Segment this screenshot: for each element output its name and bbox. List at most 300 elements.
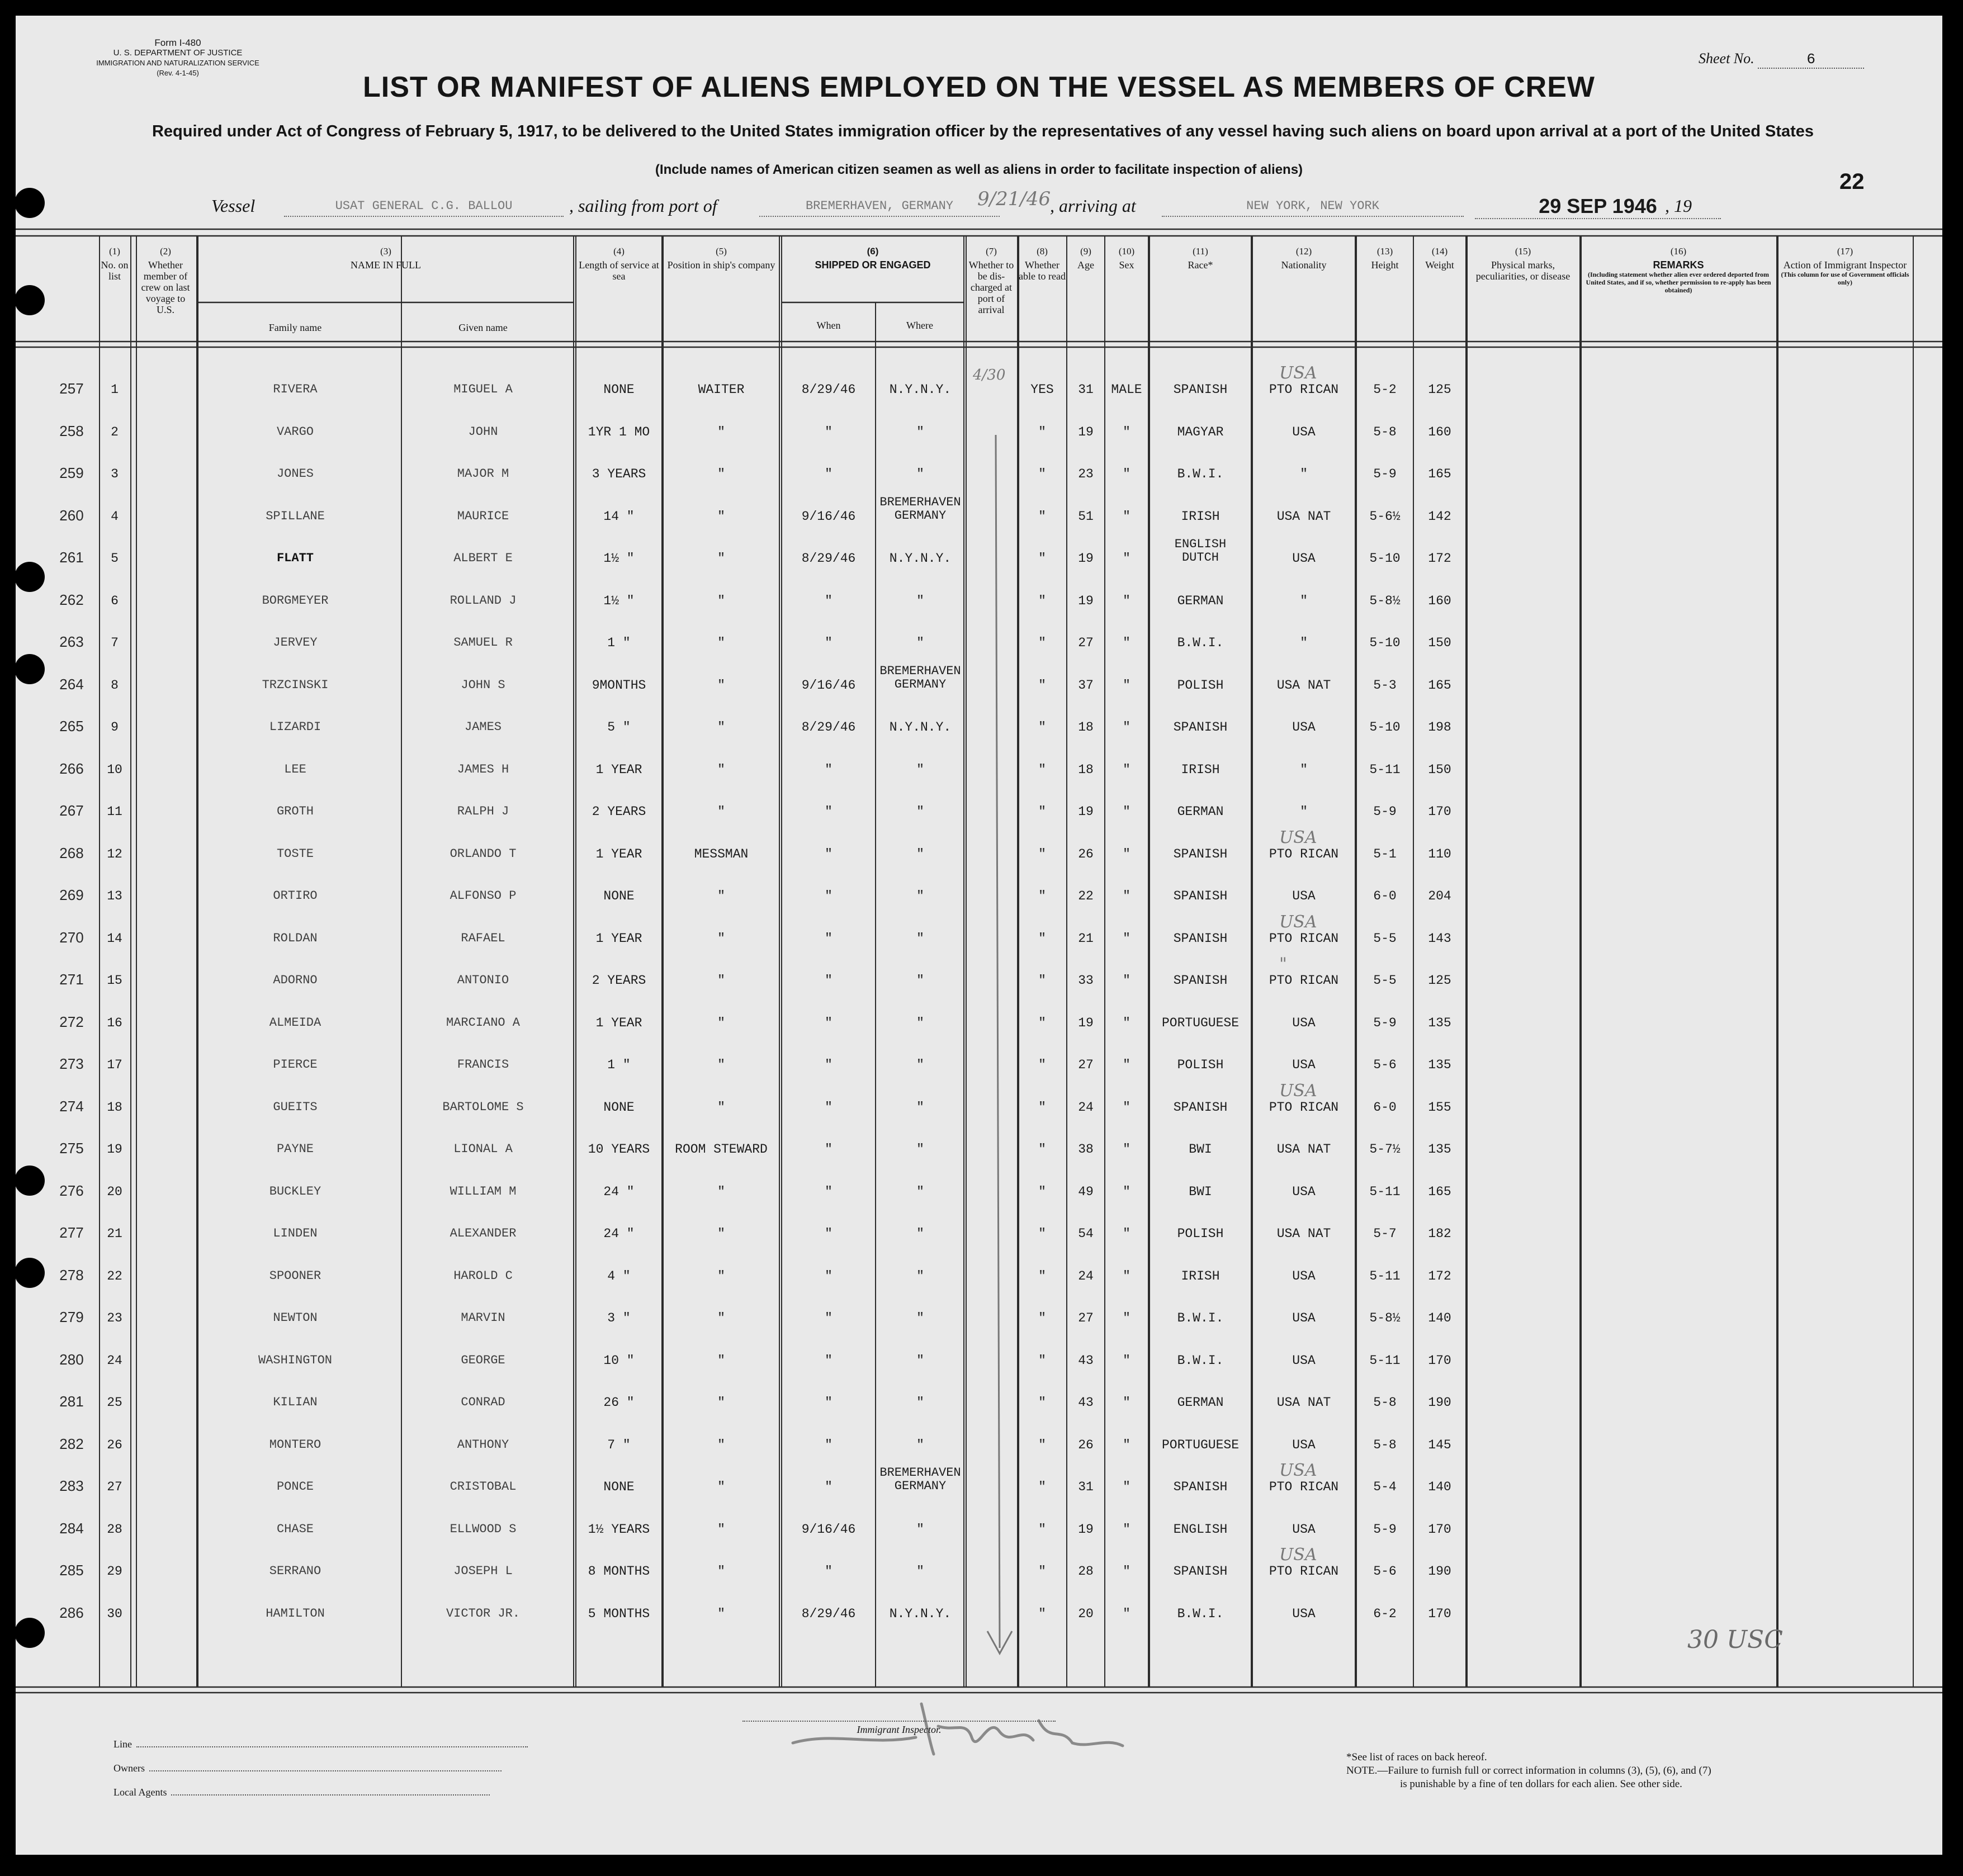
cell-when: " [825, 1226, 832, 1241]
nationality-handwritten: USA [1279, 1545, 1317, 1565]
cell-read: " [1038, 424, 1046, 439]
cell-given: SAMUEL R [453, 636, 513, 650]
cell-race: POLISH [1177, 1226, 1224, 1241]
cell-read: " [1038, 593, 1046, 608]
cell-height: 5-1 [1373, 846, 1397, 861]
cell-race: ENGLISH [1173, 1522, 1228, 1537]
cell-position: " [717, 804, 725, 819]
nationality-handwritten: USA [1279, 363, 1317, 383]
cell-position: ROOM STEWARD [675, 1142, 768, 1157]
cell-when: " [825, 846, 832, 861]
cell-race: B.W.I. [1177, 1606, 1224, 1621]
cell-age: 43 [1078, 1353, 1094, 1368]
nationality-handwritten: USA [1279, 1081, 1317, 1101]
cell-read: " [1038, 1100, 1046, 1115]
cell-read: " [1038, 551, 1046, 566]
cell-family: PIERCE [273, 1058, 318, 1072]
cell-nat: " [1300, 636, 1308, 650]
cell-age: 22 [1078, 889, 1094, 903]
line-reference-number: 285 [59, 1562, 84, 1579]
cell-sex: " [1123, 720, 1131, 735]
cell-read: " [1038, 762, 1046, 777]
cell-where: BREMERHAVEN GERMANY [879, 495, 961, 523]
cell-where: " [916, 931, 924, 946]
nationality-handwritten: USA [1279, 827, 1317, 847]
cell-weight: 110 [1428, 846, 1451, 861]
cell-no: 16 [107, 1015, 122, 1030]
cell-no: 18 [107, 1100, 122, 1115]
cell-weight: 182 [1428, 1226, 1451, 1241]
cell-position: WAITER [698, 382, 745, 397]
page-number: 22 [1839, 169, 1865, 194]
cell-when: " [825, 424, 832, 439]
cell-weight: 170 [1428, 1606, 1451, 1621]
cell-age: 26 [1078, 1437, 1094, 1452]
cell-position: " [717, 1015, 725, 1030]
cell-read: " [1038, 467, 1046, 481]
punch-hole [16, 1166, 45, 1196]
nationality-handwritten: USA [1279, 912, 1317, 932]
cell-weight: 155 [1428, 1100, 1451, 1115]
cell-age: 43 [1078, 1395, 1094, 1410]
cell-height: 5-6 [1373, 1564, 1397, 1579]
cell-when: " [825, 931, 832, 946]
cell-race: SPANISH [1173, 889, 1228, 903]
cell-sex: " [1123, 1226, 1131, 1241]
cell-height: 6-0 [1373, 889, 1397, 903]
line-reference-number: 260 [59, 506, 84, 524]
cell-height: 6-2 [1373, 1606, 1397, 1621]
cell-where: BREMERHAVEN GERMANY [879, 664, 961, 691]
cell-where: " [916, 1311, 924, 1325]
cell-age: 19 [1078, 1015, 1094, 1030]
cell-service: 8 MONTHS [588, 1564, 650, 1579]
cell-given: ALEXANDER [450, 1226, 517, 1240]
cell-sex: " [1123, 1395, 1131, 1410]
cell-age: 20 [1078, 1606, 1094, 1621]
cell-race: PORTUGUESE [1161, 1015, 1240, 1030]
line-reference-number: 270 [59, 928, 84, 946]
cell-read: " [1038, 1226, 1046, 1241]
cell-given: VICTOR JR. [446, 1606, 521, 1621]
punch-hole [16, 188, 45, 218]
cell-read: " [1038, 678, 1046, 693]
cell-no: 9 [111, 720, 119, 735]
cell-family: SPILLANE [266, 509, 325, 523]
line-reference-number: 269 [59, 887, 84, 903]
cell-age: 19 [1078, 551, 1094, 566]
col9-header: (9) Age [1077, 246, 1094, 271]
line-reference-number: 265 [59, 718, 84, 735]
cell-family: MONTERO [269, 1437, 321, 1452]
cell-race: SPANISH [1173, 1564, 1228, 1579]
cell-age: 37 [1078, 678, 1094, 693]
cell-given: HAROLD C [453, 1268, 513, 1283]
cell-weight: 165 [1428, 678, 1451, 693]
discharge-handwritten: 4/30 [973, 367, 1006, 383]
cell-family: PONCE [276, 1480, 314, 1494]
cell-nat: USA [1292, 1311, 1316, 1325]
cell-given: BARTOLOME S [442, 1100, 524, 1114]
cell-nat: USA [1292, 1522, 1316, 1537]
discharge-arrow [996, 435, 1000, 1648]
cell-age: 54 [1078, 1226, 1094, 1241]
cell-family: ROLDAN [273, 931, 318, 945]
cell-given: ROLLAND J [450, 593, 517, 608]
cell-weight: 140 [1428, 1311, 1451, 1325]
cell-age: 27 [1078, 636, 1094, 650]
line-reference-number: 267 [59, 802, 84, 819]
cell-when: " [825, 1437, 832, 1452]
cell-given: CRISTOBAL [450, 1480, 517, 1494]
cell-age: 24 [1078, 1100, 1094, 1115]
cell-service: NONE [603, 1100, 635, 1115]
cell-service: 5 MONTHS [588, 1606, 650, 1621]
cell-weight: 160 [1428, 424, 1451, 439]
cell-given: MAURICE [457, 509, 509, 523]
cell-family: WASHINGTON [258, 1353, 333, 1367]
cell-service: 1 " [607, 636, 631, 650]
cell-service: 4 " [607, 1268, 631, 1283]
cell-service: 3 " [607, 1311, 631, 1325]
cell-nat: PTO RICAN [1269, 1100, 1339, 1115]
cell-race: POLISH [1177, 1058, 1224, 1072]
cell-sex: MALE [1111, 382, 1142, 397]
cell-service: 7 " [607, 1437, 631, 1452]
cell-sex: " [1123, 1353, 1131, 1368]
cell-sex: " [1123, 424, 1131, 439]
cell-given: GEORGE [461, 1353, 505, 1367]
cell-height: 5-8 [1373, 1395, 1397, 1410]
cell-nat: USA NAT [1276, 1142, 1331, 1157]
cell-no: 4 [111, 509, 119, 524]
cell-no: 14 [107, 931, 122, 946]
cell-position: MESSMAN [694, 846, 749, 861]
cell-when: " [825, 1268, 832, 1283]
cell-sex: " [1123, 1268, 1131, 1283]
cell-age: 27 [1078, 1311, 1094, 1325]
cell-where: " [916, 889, 924, 903]
cell-given: ALBERT E [453, 551, 513, 565]
cell-where: " [916, 762, 924, 777]
cell-service: 3 YEARS [592, 467, 646, 481]
col14-header: (14) Weight [1425, 246, 1454, 271]
cell-nat: USA NAT [1276, 678, 1331, 693]
cell-where: N.Y.N.Y. [889, 551, 952, 566]
cell-where: " [916, 1268, 924, 1283]
cell-read: " [1038, 1353, 1046, 1368]
cell-no: 28 [107, 1522, 122, 1537]
cell-family: RIVERA [273, 382, 318, 396]
cell-read: YES [1030, 382, 1054, 397]
cell-sex: " [1123, 551, 1131, 566]
cell-weight: 125 [1428, 973, 1451, 988]
sheet-number-value: 6 [1758, 51, 1864, 69]
cell-position: " [717, 1522, 725, 1537]
cell-height: 5-10 [1369, 636, 1401, 650]
cell-race: IRISH [1181, 1268, 1220, 1283]
cell-where: " [916, 636, 924, 650]
cell-race: BWI [1189, 1142, 1212, 1157]
cell-sex: " [1123, 1015, 1131, 1030]
cell-when: " [825, 593, 832, 608]
col16-header: (16) REMARKS (Including statement whether alien ever ordered deported from United States, and if so, whether permission to re-apply has been obtained) [1586, 246, 1771, 294]
cell-age: 28 [1078, 1564, 1094, 1579]
cell-read: " [1038, 1184, 1046, 1199]
cell-service: 24 " [603, 1226, 635, 1241]
cell-family: ORTIRO [273, 889, 318, 903]
cell-where: " [916, 1353, 924, 1368]
cell-age: 38 [1078, 1142, 1094, 1157]
cell-where: " [916, 1015, 924, 1030]
cell-family: ADORNO [273, 973, 318, 987]
punch-hole [16, 285, 45, 315]
penalty-note-1: NOTE.—Failure to furnish full or correct information in columns (3), (5), (6), and (7) [1346, 1765, 1711, 1776]
cell-weight: 160 [1428, 593, 1451, 608]
given-name-header: Given name [458, 322, 508, 333]
cell-position: " [717, 593, 725, 608]
cell-given: JOHN S [461, 678, 505, 692]
cell-where: " [916, 467, 924, 481]
cell-given: FRANCIS [457, 1058, 509, 1072]
cell-position: " [717, 1395, 725, 1410]
line-reference-number: 281 [59, 1393, 84, 1410]
cell-position: " [717, 1058, 725, 1072]
cell-when: " [825, 1353, 832, 1368]
cell-nat: USA [1292, 1606, 1316, 1621]
punch-hole [16, 562, 45, 592]
cell-sex: " [1123, 1606, 1131, 1621]
line-reference-number: 278 [59, 1266, 84, 1283]
cell-sex: " [1123, 931, 1131, 946]
cell-age: 49 [1078, 1184, 1094, 1199]
cell-where: " [916, 1226, 924, 1241]
cell-height: 5-5 [1373, 931, 1397, 946]
arrival-date-stamp: 29 SEP 1946 [1475, 195, 1721, 219]
cell-when: " [825, 1564, 832, 1579]
cell-no: 11 [107, 804, 122, 819]
cell-read: " [1038, 1058, 1046, 1072]
cell-read: " [1038, 1564, 1046, 1579]
line-reference-number: 280 [59, 1351, 84, 1368]
cell-nat: PTO RICAN [1269, 931, 1339, 946]
cell-position: " [717, 1226, 725, 1241]
cell-service: 10 " [603, 1353, 635, 1368]
punch-hole [16, 654, 45, 684]
cell-position: " [717, 889, 725, 903]
cell-given: JAMES H [457, 762, 509, 776]
cell-race: SPANISH [1173, 1480, 1228, 1494]
total-note-handwritten: 30 USC [1687, 1626, 1783, 1654]
col12-header: (12) Nationality [1281, 246, 1327, 271]
where-header: Where [906, 320, 933, 331]
cell-service: 14 " [603, 509, 635, 524]
line-reference-number: 277 [59, 1224, 84, 1241]
from-date-handwritten: 9/21/46 [977, 188, 1051, 210]
cell-sex: " [1123, 889, 1131, 903]
cell-race: GERMAN [1177, 1395, 1224, 1410]
cell-sex: " [1123, 1480, 1131, 1494]
cell-nat: USA [1292, 1353, 1316, 1368]
cell-nat: PTO RICAN [1269, 382, 1339, 397]
cell-age: 21 [1078, 931, 1094, 946]
cell-weight: 135 [1428, 1142, 1451, 1157]
cell-position: " [717, 1606, 725, 1621]
cell-no: 13 [107, 889, 122, 903]
line-reference-number: 275 [59, 1140, 84, 1157]
cell-given: MIGUEL A [453, 382, 513, 396]
cell-when: " [825, 889, 832, 903]
line-reference-number: 266 [59, 760, 84, 777]
line-reference-number: 283 [59, 1477, 84, 1494]
cell-when: 8/29/46 [801, 1606, 856, 1621]
cell-nat: USA [1292, 720, 1316, 735]
cell-age: 27 [1078, 1058, 1094, 1072]
cell-when: 8/29/46 [801, 720, 856, 735]
cell-weight: 165 [1428, 1184, 1451, 1199]
cell-when: " [825, 1100, 832, 1115]
cell-when: " [825, 1015, 832, 1030]
cell-service: 10 YEARS [588, 1142, 650, 1157]
cell-family: CHASE [276, 1522, 314, 1536]
immigrant-inspector-label: Immigrant Inspector. [742, 1721, 1056, 1736]
cell-position: " [717, 509, 725, 524]
cell-when: " [825, 467, 832, 481]
cell-family: LINDEN [273, 1226, 318, 1240]
cell-nat: PTO RICAN [1269, 1480, 1339, 1494]
cell-no: 3 [111, 467, 119, 481]
cell-age: 31 [1078, 382, 1094, 397]
cell-family: TOSTE [276, 846, 314, 861]
col8-header: (8) Whether able to read [1019, 246, 1066, 282]
cell-position: " [717, 1437, 725, 1452]
form-service: IMMIGRATION AND NATURALIZATION SERVICE [96, 59, 259, 67]
line-reference-number: 257 [59, 380, 84, 397]
cell-family: JONES [276, 467, 314, 481]
cell-race: SPANISH [1173, 973, 1228, 988]
cell-service: 1 " [607, 1058, 631, 1072]
cell-when: " [825, 762, 832, 777]
cell-sex: " [1123, 1142, 1131, 1157]
cell-weight: 145 [1428, 1437, 1451, 1452]
line-reference-number: 261 [59, 549, 84, 566]
cell-sex: " [1123, 1311, 1131, 1325]
cell-race: SPANISH [1173, 846, 1228, 861]
cell-family: HAMILTON [266, 1606, 325, 1621]
cell-when: " [825, 1395, 832, 1410]
cell-where: BREMERHAVEN GERMANY [879, 1466, 961, 1493]
cell-age: 33 [1078, 973, 1094, 988]
cell-height: 5-9 [1373, 467, 1397, 481]
cell-given: ORLANDO T [450, 846, 517, 861]
form-number: Form I-480 [154, 37, 201, 48]
line-reference-number: 258 [59, 422, 84, 439]
cell-race: GERMAN [1177, 593, 1224, 608]
cell-no: 29 [107, 1564, 122, 1579]
cell-age: 18 [1078, 720, 1094, 735]
cell-race: GERMAN [1177, 804, 1224, 819]
cell-where: " [916, 1395, 924, 1410]
cell-when: " [825, 1058, 832, 1072]
cell-given: ANTHONY [457, 1437, 509, 1452]
cell-nat: USA NAT [1276, 1395, 1331, 1410]
cell-where: " [916, 1100, 924, 1115]
cell-service: 2 YEARS [592, 804, 646, 819]
cell-race: ENGLISH DUTCH [1174, 537, 1227, 565]
col7-header: (7) Whether to be dis-charged at port of arrival [968, 246, 1014, 315]
col15-header: (15) Physical marks, peculiarities, or disease [1475, 246, 1571, 282]
cell-position: " [717, 1564, 725, 1579]
cell-sex: " [1123, 846, 1131, 861]
vessel-name: USAT GENERAL C.G. BALLOU [284, 199, 564, 217]
cell-height: 5-5 [1373, 973, 1397, 988]
to-port: NEW YORK, NEW YORK [1162, 199, 1464, 217]
cell-nat: USA [1292, 1058, 1316, 1072]
cell-read: " [1038, 889, 1046, 903]
cell-position: " [717, 551, 725, 566]
line-reference-number: 262 [59, 591, 84, 608]
cell-when: 8/29/46 [801, 551, 856, 566]
col1-header: (1) No. on list [101, 246, 129, 282]
cell-no: 26 [107, 1437, 122, 1452]
cell-weight: 125 [1428, 382, 1451, 397]
cell-when: " [825, 1480, 832, 1494]
cell-service: 24 " [603, 1184, 635, 1199]
line-reference-number: 263 [59, 633, 84, 650]
cell-no: 17 [107, 1058, 122, 1072]
cell-read: " [1038, 1311, 1046, 1325]
cell-service: 1 YEAR [595, 846, 642, 861]
cell-service: 1YR 1 MO [588, 424, 650, 439]
cell-service: 2 YEARS [592, 973, 646, 988]
cell-read: " [1038, 1480, 1046, 1494]
cell-nat: USA [1292, 889, 1316, 903]
line-reference-number: 274 [59, 1097, 84, 1115]
cell-age: 19 [1078, 424, 1094, 439]
cell-nat: " [1300, 467, 1308, 481]
punch-hole [16, 1258, 45, 1288]
cell-family: LIZARDI [269, 720, 321, 734]
cell-when: " [825, 636, 832, 650]
cell-race: B.W.I. [1177, 1311, 1224, 1325]
cell-weight: 170 [1428, 1522, 1451, 1537]
cell-given: ANTONIO [457, 973, 509, 987]
cell-position: " [717, 1100, 725, 1115]
cell-nat: USA [1292, 424, 1316, 439]
cell-nat: USA NAT [1276, 1226, 1331, 1241]
cell-weight: 204 [1428, 889, 1451, 903]
cell-given: MARVIN [461, 1311, 505, 1325]
cell-where: " [916, 424, 924, 439]
cell-where: " [916, 593, 924, 608]
cell-when: " [825, 1142, 832, 1157]
family-name-header: Family name [268, 322, 322, 333]
cell-no: 7 [111, 636, 119, 650]
cell-service: 1½ YEARS [588, 1522, 650, 1537]
cell-family: SPOONER [269, 1268, 321, 1283]
footnote [1346, 1751, 1711, 1791]
col11-header: (11) Race* [1188, 246, 1213, 271]
cell-no: 1 [111, 382, 119, 397]
cell-sex: " [1123, 509, 1131, 524]
cell-family: BORGMEYER [262, 593, 329, 608]
cell-nat: PTO RICAN [1269, 1564, 1339, 1579]
cell-where: " [916, 1058, 924, 1072]
cell-service: 26 " [603, 1395, 635, 1410]
cell-family: BUCKLEY [269, 1184, 321, 1198]
cell-race: IRISH [1181, 762, 1220, 777]
penalty-note-2: is punishable by a fine of ten dollars for each alien. See other side. [1400, 1778, 1682, 1790]
